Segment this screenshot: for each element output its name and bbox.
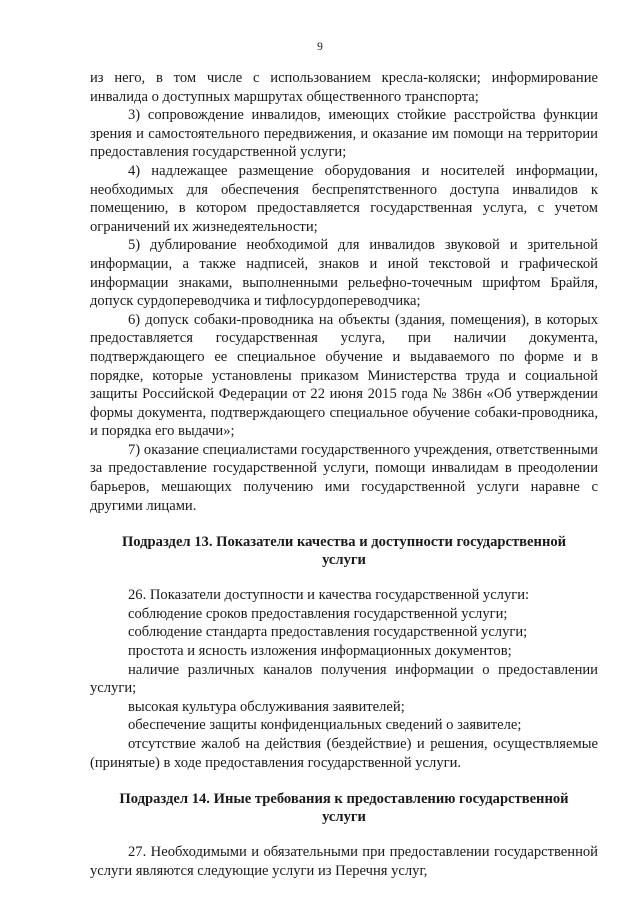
subsection-14-heading xyxy=(90,790,598,826)
paragraph-item-6: 6) допуск собаки-проводника на объекты (здания, помещения), в которых предоставляется государственная услуга, при наличии документа, подтверждающего ее специальное обучение и выдаваемого по форме и в порядке, которые установлены приказом Министерства труда и социальной защиты Российской Федерации от 22 июня 2015 года № 386н «Об утверждении формы документа, подтверждающего специальное обучение собаки-проводника, и порядка его выдачи»; xyxy=(90,311,598,440)
paragraph-item-27: 27. Необходимыми и обязательными при предоставлении государственной услуги являются следующие услуги из Перечня услуг, xyxy=(90,844,598,879)
list-item: соблюдение стандарта предоставления государственной услуги; xyxy=(128,624,528,641)
page-number: 9 xyxy=(317,41,323,53)
list-item: обеспечение защиты конфиденциальных сведений о заявителе; xyxy=(128,717,522,734)
paragraph-item-26: 26. Показатели доступности и качества государственной услуги: xyxy=(128,587,530,604)
heading-line: Подраздел 13. Показатели качества и доступности государственной xyxy=(121,534,567,551)
list-item: наличие различных каналов получения информации о предоставлении услуги; xyxy=(90,661,598,697)
paragraph-item-4: 4) надлежащее размещение оборудования и носителей информации, необходимых для обеспечения беспрепятственного доступа инвалидов к помещению, в котором предоставляется государственная услуга, с учетом ограничений их жизнедеятельности; xyxy=(90,162,598,235)
heading-line: Подраздел 14. Иные требования к предоставлению государственной xyxy=(119,791,569,808)
paragraph-item-7: 7) оказание специалистами государственного учреждения, ответственными за предоставление государственной услуги, помощи инвалидам в преодолении барьеров, мешающих получению ими государственной услуги наравне с другими лицами. xyxy=(90,441,598,514)
heading-line: услуги xyxy=(322,809,366,826)
list-item: высокая культура обслуживания заявителей; xyxy=(128,698,405,715)
section-quality-indicators xyxy=(90,586,598,772)
list-item: простота и ясность изложения информационных документов; xyxy=(128,643,512,660)
document-body xyxy=(90,69,598,880)
list-item: соблюдение сроков предоставления государственной услуги; xyxy=(128,605,508,622)
list-item: отсутствие жалоб на действия (бездействие) и решения, осуществляемые (принятые) в ходе предоставления государственной услуги. xyxy=(90,736,598,771)
section-accessibility-measures xyxy=(90,69,598,515)
paragraph-item-5: 5) дублирование необходимой для инвалидов звуковой и зрительной информации, а также надписей, знаков и иной текстовой и графической информации знаками, выполненными рельефно-точечным шрифтом Брайля, допуск сурдопереводчика и тифлосурдопереводчика; xyxy=(90,237,598,310)
paragraph-continuation: из него, в том числе с использованием кресла-коляски; информирование инвалида о доступных маршрутах общественного транспорта; xyxy=(90,70,598,105)
section-other-requirements xyxy=(90,843,598,880)
paragraph-item-3: 3) сопровождение инвалидов, имеющих стойкие расстройства функции зрения и самостоятельного передвижения, и оказание им помощи на территории предоставления государственной услуги; xyxy=(90,107,598,161)
subsection-13-heading xyxy=(90,533,598,569)
heading-line: услуги xyxy=(322,552,366,569)
